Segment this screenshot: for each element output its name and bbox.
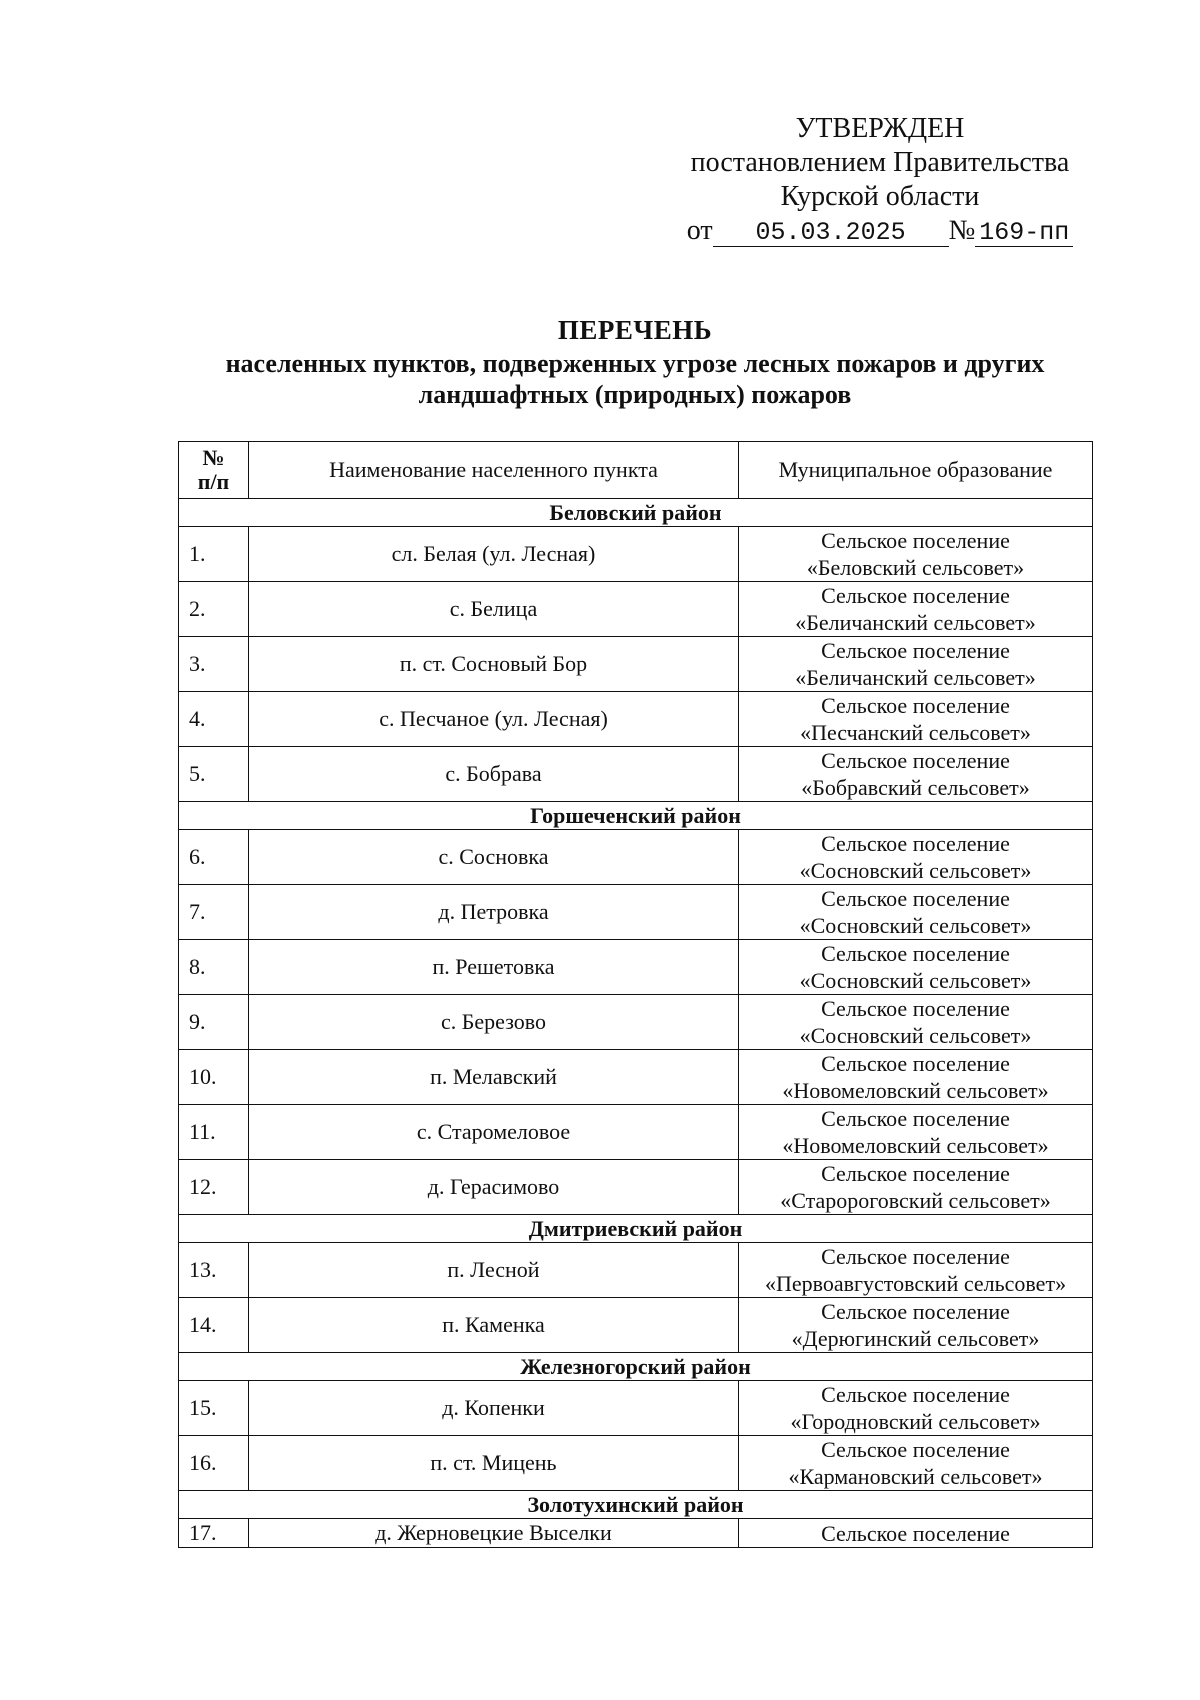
municipality-name: «Беловский сельсовет»	[806, 555, 1025, 580]
table-row	[179, 637, 1093, 692]
row-number: 15.	[179, 1381, 249, 1436]
municipality-type: Сельское поселение	[821, 1520, 1010, 1546]
municipality-type: Сельское поселение	[821, 1161, 1010, 1186]
approval-title: УТВЕРЖДЕН	[795, 113, 965, 144]
municipality	[739, 885, 1093, 940]
municipality	[739, 1243, 1093, 1298]
municipality-name: «Новомеловский сельсовет»	[782, 1133, 1049, 1158]
settlement-name: д. Копенки	[249, 1381, 739, 1436]
district-row	[179, 1491, 1093, 1519]
municipality-name: «Старороговский сельсовет»	[780, 1188, 1051, 1213]
table-row	[179, 830, 1093, 885]
municipality	[739, 995, 1093, 1050]
district-row	[179, 1353, 1093, 1381]
municipality-type: Сельское поселение	[821, 886, 1010, 911]
municipality-name: «Новомеловский сельсовет»	[782, 1078, 1049, 1103]
table-row	[179, 1243, 1093, 1298]
municipality	[739, 1436, 1093, 1491]
table-row	[179, 747, 1093, 802]
table-row	[179, 1436, 1093, 1491]
number-prefix: №	[948, 215, 976, 246]
settlement-name: д. Герасимово	[249, 1160, 739, 1215]
municipality-type: Сельское поселение	[821, 1382, 1010, 1407]
municipality	[739, 637, 1093, 692]
municipality-type: Сельское поселение	[821, 748, 1010, 773]
title-subtitle-line2: ландшафтных (природных) пожаров	[418, 380, 852, 409]
settlement-name: п. ст. Мицень	[249, 1436, 739, 1491]
table-row	[179, 1105, 1093, 1160]
settlements-table	[178, 441, 1093, 1548]
header-number: № п/п	[179, 442, 249, 499]
municipality	[739, 747, 1093, 802]
municipality-name: «Городновский сельсовет»	[790, 1409, 1041, 1434]
municipality	[739, 692, 1093, 747]
title-main: ПЕРЕЧЕНЬ	[557, 315, 713, 345]
district-row	[179, 499, 1093, 527]
settlement-name: с. Песчаное (ул. Лесная)	[249, 692, 739, 747]
municipality-type: Сельское поселение	[821, 831, 1010, 856]
settlement-name: с. Сосновка	[249, 830, 739, 885]
municipality	[739, 1105, 1093, 1160]
municipality-name: «Сосновский сельсовет»	[799, 1023, 1032, 1048]
district-name: Беловский район	[179, 499, 1093, 527]
municipality-name: «Беличанский сельсовет»	[795, 610, 1036, 635]
municipality-name: «Бобравский сельсовет»	[801, 775, 1030, 800]
municipality	[739, 940, 1093, 995]
table-row	[179, 1160, 1093, 1215]
table-row	[179, 692, 1093, 747]
table-row	[179, 1298, 1093, 1353]
municipality-type: Сельское поселение	[821, 1437, 1010, 1462]
table-row	[179, 1381, 1093, 1436]
approval-date: 05.03.2025	[713, 220, 949, 247]
row-number: 13.	[179, 1243, 249, 1298]
district-name: Золотухинский район	[179, 1491, 1093, 1519]
header-municipality: Муниципальное образование	[739, 442, 1093, 499]
municipality-type: Сельское поселение	[821, 583, 1010, 608]
settlement-name: п. Мелавский	[249, 1050, 739, 1105]
municipality-type: Сельское поселение	[821, 1299, 1010, 1324]
table-row	[179, 885, 1093, 940]
municipality-name: «Первоавгустовский сельсовет»	[764, 1271, 1067, 1296]
row-number: 14.	[179, 1298, 249, 1353]
row-number: 5.	[179, 747, 249, 802]
row-number: 4.	[179, 692, 249, 747]
document-title	[160, 312, 1110, 410]
approval-stamp	[680, 112, 1080, 248]
settlement-name: д. Петровка	[249, 885, 739, 940]
settlement-name: п. ст. Сосновый Бор	[249, 637, 739, 692]
district-row	[179, 802, 1093, 830]
row-number: 1.	[179, 527, 249, 582]
table-header-row	[179, 442, 1093, 499]
settlement-name: п. Решетовка	[249, 940, 739, 995]
municipality	[739, 830, 1093, 885]
district-name: Горшеченский район	[179, 802, 1093, 830]
settlement-name: сл. Белая (ул. Лесная)	[249, 527, 739, 582]
municipality-type: Сельское поселение	[821, 941, 1010, 966]
district-name: Железногорский район	[179, 1353, 1093, 1381]
row-number: 3.	[179, 637, 249, 692]
title-subtitle-line1: населенных пунктов, подверженных угрозе лесных пожаров и других	[225, 349, 1045, 378]
municipality-name: «Сосновский сельсовет»	[799, 913, 1032, 938]
row-number: 2.	[179, 582, 249, 637]
municipality-name: «Кармановский сельсовет»	[788, 1464, 1043, 1489]
municipality-type: Сельское поселение	[821, 996, 1010, 1021]
municipality-type: Сельское поселение	[821, 693, 1010, 718]
table-row	[179, 527, 1093, 582]
row-number: 7.	[179, 885, 249, 940]
settlement-name: с. Старомеловое	[249, 1105, 739, 1160]
settlement-name: с. Бобрава	[249, 747, 739, 802]
table-row	[179, 940, 1093, 995]
approval-region: Курской области	[780, 181, 980, 212]
municipality	[739, 1519, 1093, 1548]
row-number: 12.	[179, 1160, 249, 1215]
row-number: 17.	[179, 1519, 249, 1548]
header-settlement-name: Наименование населенного пункта	[249, 442, 739, 499]
approval-authority: постановлением Правительства	[690, 147, 1070, 178]
municipality-name: «Дерюгинский сельсовет»	[791, 1326, 1040, 1351]
municipality-name: «Сосновский сельсовет»	[799, 968, 1032, 993]
municipality-type: Сельское поселение	[821, 1106, 1010, 1131]
approval-number: 169-пп	[975, 220, 1073, 247]
table-row	[179, 1050, 1093, 1105]
municipality	[739, 527, 1093, 582]
settlement-name: д. Жерновецкие Выселки	[249, 1519, 739, 1548]
municipality	[739, 1381, 1093, 1436]
municipality-type: Сельское поселение	[821, 638, 1010, 663]
approval-dateline	[680, 214, 1080, 248]
municipality-name: «Песчанский сельсовет»	[800, 720, 1031, 745]
municipality-type: Сельское поселение	[821, 528, 1010, 553]
municipality-type: Сельское поселение	[821, 1244, 1010, 1269]
row-number: 11.	[179, 1105, 249, 1160]
settlement-name: п. Лесной	[249, 1243, 739, 1298]
municipality	[739, 582, 1093, 637]
municipality-type: Сельское поселение	[821, 1051, 1010, 1076]
municipality-name: «Сосновский сельсовет»	[799, 858, 1032, 883]
row-number: 9.	[179, 995, 249, 1050]
district-name: Дмитриевский район	[179, 1215, 1093, 1243]
municipality-name: «Беличанский сельсовет»	[795, 665, 1036, 690]
row-number: 6.	[179, 830, 249, 885]
table-body	[179, 499, 1093, 1548]
settlement-name: с. Березово	[249, 995, 739, 1050]
table-row	[179, 1519, 1093, 1548]
row-number: 8.	[179, 940, 249, 995]
date-prefix: от	[686, 215, 713, 246]
row-number: 10.	[179, 1050, 249, 1105]
settlement-name: п. Каменка	[249, 1298, 739, 1353]
row-number: 16.	[179, 1436, 249, 1491]
municipality	[739, 1298, 1093, 1353]
settlement-name: с. Белица	[249, 582, 739, 637]
municipality	[739, 1160, 1093, 1215]
table-row	[179, 582, 1093, 637]
municipality	[739, 1050, 1093, 1105]
district-row	[179, 1215, 1093, 1243]
table-row	[179, 995, 1093, 1050]
